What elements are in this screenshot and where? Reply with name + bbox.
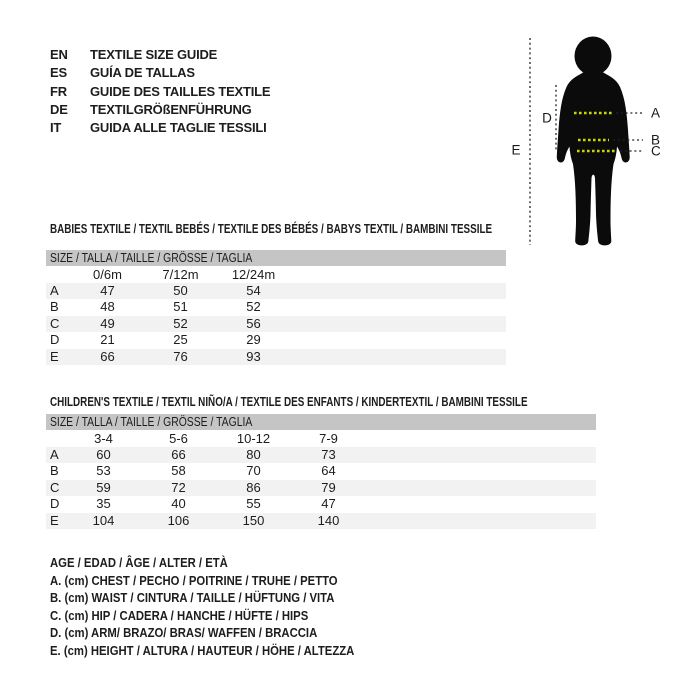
cell: 64 [321, 463, 336, 479]
child-body [557, 69, 630, 245]
label-hip-c: C [651, 143, 661, 159]
cell: 73 [321, 447, 336, 462]
cell: 50 [173, 283, 188, 298]
lang-title: TEXTILGRÖßENFÜHRUNG [90, 101, 252, 117]
column-header: 5-6 [169, 431, 188, 446]
table-row [46, 316, 506, 332]
row-label: C [50, 479, 60, 495]
label-arm-d: D [542, 110, 552, 126]
children-table-header: SIZE / TALLA / TAILLE / GRÖSSE / TAGLIA [46, 414, 596, 430]
babies-table-header: SIZE / TALLA / TAILLE / GRÖSSE / TAGLIA [46, 250, 506, 266]
cell: 29 [246, 332, 261, 348]
cell: 52 [246, 299, 261, 315]
cell: 47 [100, 283, 115, 298]
row-label: A [50, 447, 59, 462]
cell: 47 [321, 496, 336, 512]
lang-row-it [50, 119, 270, 137]
table-row [46, 299, 506, 315]
babies-size-table [46, 222, 506, 365]
cell: 51 [173, 299, 188, 315]
row-label: B [50, 463, 59, 479]
table-row [46, 447, 596, 463]
children-size-table [46, 395, 596, 529]
language-title-list [50, 46, 270, 137]
cell: 150 [242, 512, 265, 528]
lang-code: FR [50, 83, 67, 99]
table-row [46, 463, 596, 479]
cell: 93 [246, 348, 261, 364]
cell: 72 [171, 479, 186, 495]
cell: 76 [173, 348, 188, 364]
lang-code: ES [50, 65, 67, 81]
cell: 25 [173, 332, 188, 348]
cell: 79 [321, 479, 336, 495]
table-row [46, 480, 596, 496]
lang-row-de [50, 101, 270, 119]
cell: 66 [100, 348, 115, 364]
cell: 60 [96, 447, 111, 462]
empty-corner-cell [46, 266, 71, 283]
cell: 86 [246, 479, 261, 495]
column-header: 7/12m [162, 267, 199, 282]
column-header: 10-12 [236, 431, 271, 446]
cell: 52 [173, 315, 188, 331]
child-silhouette-figure [495, 20, 695, 250]
cell: 104 [92, 512, 115, 528]
row-label: B [50, 299, 59, 315]
cell: 70 [246, 463, 261, 479]
cell: 40 [171, 496, 186, 512]
lang-title: TEXTILE SIZE GUIDE [90, 47, 218, 62]
cell: 49 [100, 315, 115, 331]
row-label: E [50, 512, 59, 528]
cell: 66 [171, 447, 186, 462]
row-label: A [50, 283, 59, 298]
lang-code: EN [50, 47, 68, 62]
lang-title: GUÍA DE TALLAS [90, 65, 195, 81]
cell: 59 [96, 479, 111, 495]
children-table-title: CHILDREN'S TEXTILE / TEXTIL NIÑO/A / TEXTILE DES ENFANTS / KINDERTEXTIL / BAMBINI TESSILE [50, 394, 528, 409]
children-column-headers [46, 430, 596, 447]
row-label: E [50, 348, 59, 364]
column-header: 7-9 [319, 431, 338, 446]
label-waist-b: B [651, 132, 661, 148]
lang-row-en [50, 46, 270, 64]
cell: 140 [317, 512, 340, 528]
cell: 35 [96, 496, 111, 512]
legend-age-line: AGE / EDAD / ÂGE / ALTER / ETÀ [50, 555, 228, 570]
cell: 56 [246, 315, 261, 331]
column-header: 3-4 [94, 431, 113, 446]
legend-height-line: E. (cm) HEIGHT / ALTURA / HAUTEUR / HÖHE / ALTEZZA [50, 642, 355, 658]
child-measurement-diagram [495, 20, 695, 250]
cell: 53 [96, 463, 111, 479]
lang-row-es [50, 64, 270, 82]
cell: 48 [100, 299, 115, 315]
table-row [46, 513, 596, 529]
row-label: D [50, 496, 60, 512]
table-row [46, 349, 506, 365]
lang-title: GUIDE DES TAILLES TEXTILE [90, 83, 271, 99]
cell: 58 [171, 463, 186, 479]
cell: 21 [100, 332, 115, 348]
lang-row-fr [50, 83, 270, 101]
row-label: D [50, 332, 60, 348]
cell: 55 [246, 496, 261, 512]
babies-column-headers [46, 266, 506, 283]
cell: 106 [167, 512, 190, 528]
lang-code: IT [50, 120, 62, 136]
measurement-legend [50, 554, 400, 659]
legend-chest-line: A. (cm) CHEST / PECHO / POITRINE / TRUHE / PETTO [50, 572, 338, 588]
cell: 80 [246, 447, 261, 462]
row-label: C [50, 315, 60, 331]
legend-waist-line: B. (cm) WAIST / CINTURA / TAILLE / HÜFTUNG / VITA [50, 590, 335, 605]
table-row [46, 496, 596, 512]
column-header: 0/6m [93, 267, 122, 282]
cell: 54 [246, 283, 261, 298]
lang-code: DE [50, 101, 68, 117]
legend-hip-line: C. (cm) HIP / CADERA / HANCHE / HÜFTE / HIPS [50, 607, 309, 623]
empty-corner-cell [46, 430, 66, 447]
label-height-e: E [511, 142, 521, 158]
table-row [46, 332, 506, 348]
table-row [46, 283, 506, 299]
column-header: 12/24m [231, 267, 276, 282]
babies-table-title: BABIES TEXTILE / TEXTIL BEBÉS / TEXTILE DES BÉBÉS / BABYS TEXTIL / BAMBINI TESSILE [50, 221, 493, 236]
legend-arm-line: D. (cm) ARM/ BRAZO/ BRAS/ WAFFEN / BRACCIA [50, 625, 318, 640]
lang-title: GUIDA ALLE TAGLIE TESSILI [90, 120, 267, 136]
label-chest-a: A [651, 105, 661, 121]
